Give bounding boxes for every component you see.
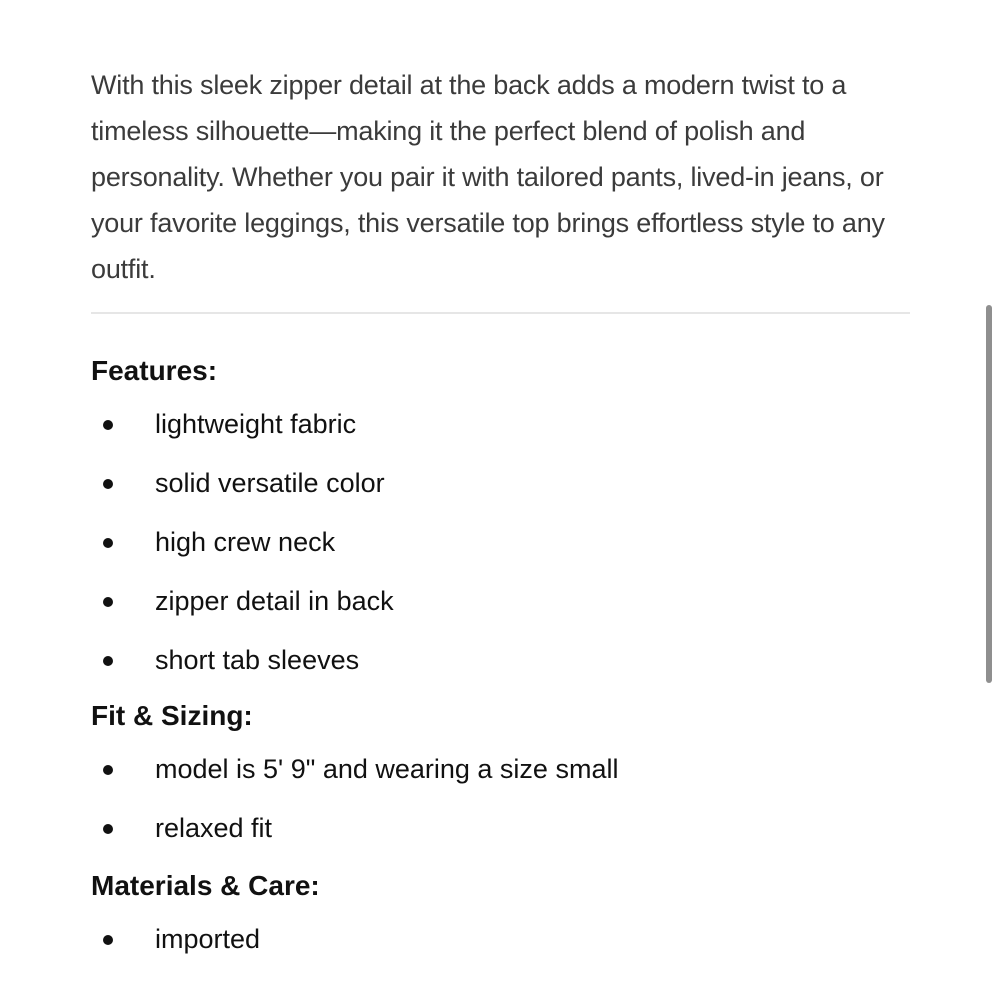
features-heading: Features: [91, 355, 218, 386]
list-item [91, 740, 910, 799]
section-divider [91, 312, 910, 314]
product-description: With this sleek zipper detail at the back adds a modern twist to a timeless silhouette—making it the perfect blend of polish and personality. Whether you pair it with tailored pants, lived-in jeans, or your favorite leggings, this versatile top brings effortless style to any outfit. [91, 70, 885, 284]
list-item [91, 572, 910, 631]
bullet-icon [103, 935, 113, 945]
materials-care-heading: Materials & Care: [91, 870, 320, 901]
list-item-text: relaxed fit [155, 813, 273, 843]
bullet-icon [103, 824, 113, 834]
materials-care-list [91, 910, 910, 969]
list-item-text: short tab sleeves [155, 645, 360, 675]
list-item-text: model is 5' 9" and wearing a size small [155, 754, 619, 784]
list-item-text: lightweight fabric [155, 409, 357, 439]
list-item [91, 631, 910, 690]
list-item [91, 513, 910, 572]
list-item [91, 454, 910, 513]
bullet-icon [103, 765, 113, 775]
list-item [91, 799, 910, 858]
features-list [91, 395, 910, 690]
list-item-text: high crew neck [155, 527, 336, 557]
list-item-text: zipper detail in back [155, 586, 394, 616]
list-item-text: solid versatile color [155, 468, 385, 498]
list-item [91, 910, 910, 969]
fit-sizing-list [91, 740, 910, 858]
fit-sizing-heading: Fit & Sizing: [91, 700, 253, 731]
bullet-icon [103, 656, 113, 666]
scrollbar-thumb[interactable] [986, 305, 992, 683]
list-item [91, 395, 910, 454]
bullet-icon [103, 538, 113, 548]
list-item-text: imported [155, 924, 261, 954]
bullet-icon [103, 420, 113, 430]
bullet-icon [103, 479, 113, 489]
product-details [91, 62, 910, 969]
bullet-icon [103, 597, 113, 607]
